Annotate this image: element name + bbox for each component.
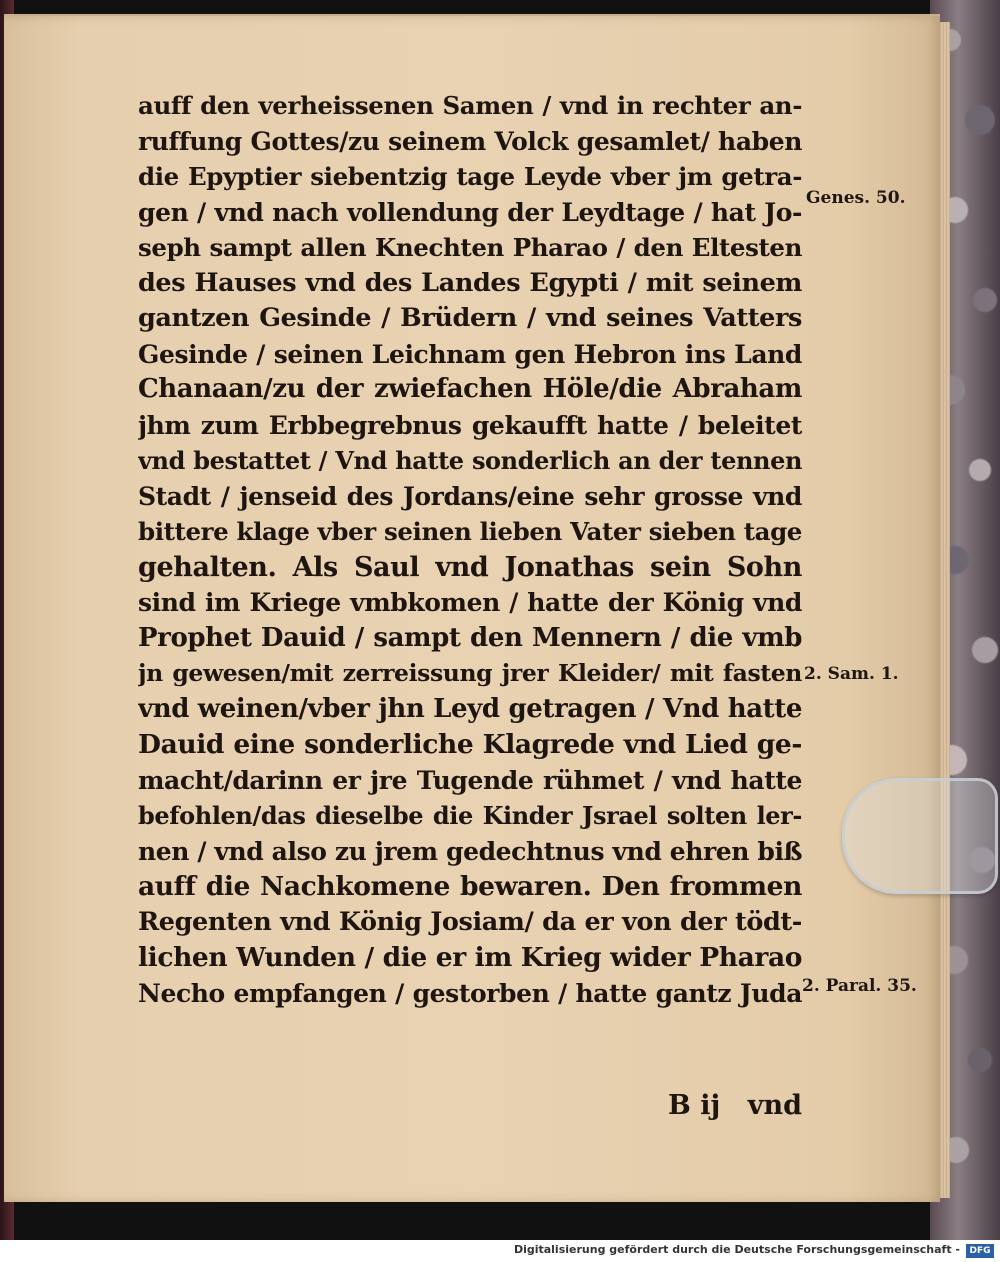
text-line: auff die Nachkomene bewaren. Den frommen [138, 871, 802, 902]
text-line: jn gewesen/mit zerreissung jrer Kleider/ mit fasten [138, 659, 802, 687]
text-line: auff den verheissenen Samen / vnd in rechter an- [138, 91, 802, 120]
text-line: gehalten. Als Saul vnd Jonathas sein Sohn [138, 551, 802, 583]
body-text [138, 88, 802, 1011]
text-line: macht/darinn er jre Tugende rühmet / vnd hatte [138, 765, 802, 795]
text-line: vnd weinen/vber jhn Leyd getragen / Vnd hatte [138, 693, 802, 724]
footer-bar [0, 1240, 1000, 1262]
book-page [4, 14, 940, 1202]
text-line: Dauid eine sonderliche Klagrede vnd Lied ge- [138, 729, 802, 760]
text-line: Chanaan/zu der zwiefachen Höle/die Abraham [138, 374, 802, 404]
text-line: Gesinde / seinen Leichnam gen Hebron ins Land [138, 339, 802, 369]
text-line: Prophet Dauid / sampt den Mennern / die vmb [138, 622, 802, 653]
signature-mark: B ij [668, 1090, 721, 1121]
margin-note-genesis: Genes. 50. [806, 188, 906, 208]
text-line: Regenten vnd König Josiam/ da er von der tödt- [138, 906, 802, 937]
text-line: bittere klage vber seinen lieben Vater sieben tage [138, 517, 802, 546]
text-line: des Hauses vnd des Landes Egypti / mit seinem [138, 267, 802, 298]
text-line: nen / vnd also zu jrem gedechtnus vnd ehren biß [138, 836, 802, 866]
text-line: jhm zum Erbbegrebnus gekaufft hatte / beleitet [138, 410, 802, 440]
text-line: die Epyptier siebentzig tage Leyde vber jm getra- [138, 162, 802, 191]
margin-note-samuel: 2. Sam. 1. [804, 664, 899, 684]
text-line: gantzen Gesinde / Brüdern / vnd seines Vatters [138, 303, 802, 333]
text-line: ruffung Gottes/zu seinem Volck gesamlet/ haben [138, 126, 802, 156]
text-line: sind im Kriege vmbkomen / hatte der König vnd [138, 588, 802, 617]
text-line: lichen Wunden / die er im Krieg wider Pharao [138, 942, 802, 973]
dfg-logo-icon: DFG [966, 1244, 994, 1258]
catchword: vnd [747, 1090, 802, 1121]
paper-clip [842, 778, 998, 894]
funding-credit: Digitalisierung gefördert durch die Deutsche Forschungsgemeinschaft - [513, 1243, 960, 1256]
text-line: gen / vnd nach vollendung der Leydtage / hat Jo- [138, 197, 802, 227]
text-line: vnd bestattet / Vnd hatte sonderlich an der tennen [138, 446, 802, 475]
text-line: Stadt / jenseid des Jordans/eine sehr grosse vnd [138, 481, 802, 511]
margin-note-paralipomenon: 2. Paral. 35. [802, 976, 917, 996]
text-line: Necho empfangen / gestorben / hatte gantz Juda [138, 978, 802, 1008]
page-foot-line [138, 1090, 802, 1126]
text-line: seph sampt allen Knechten Pharao / den Eltesten [138, 233, 802, 262]
text-line: befohlen/das dieselbe die Kinder Jsrael solten ler- [138, 801, 802, 830]
